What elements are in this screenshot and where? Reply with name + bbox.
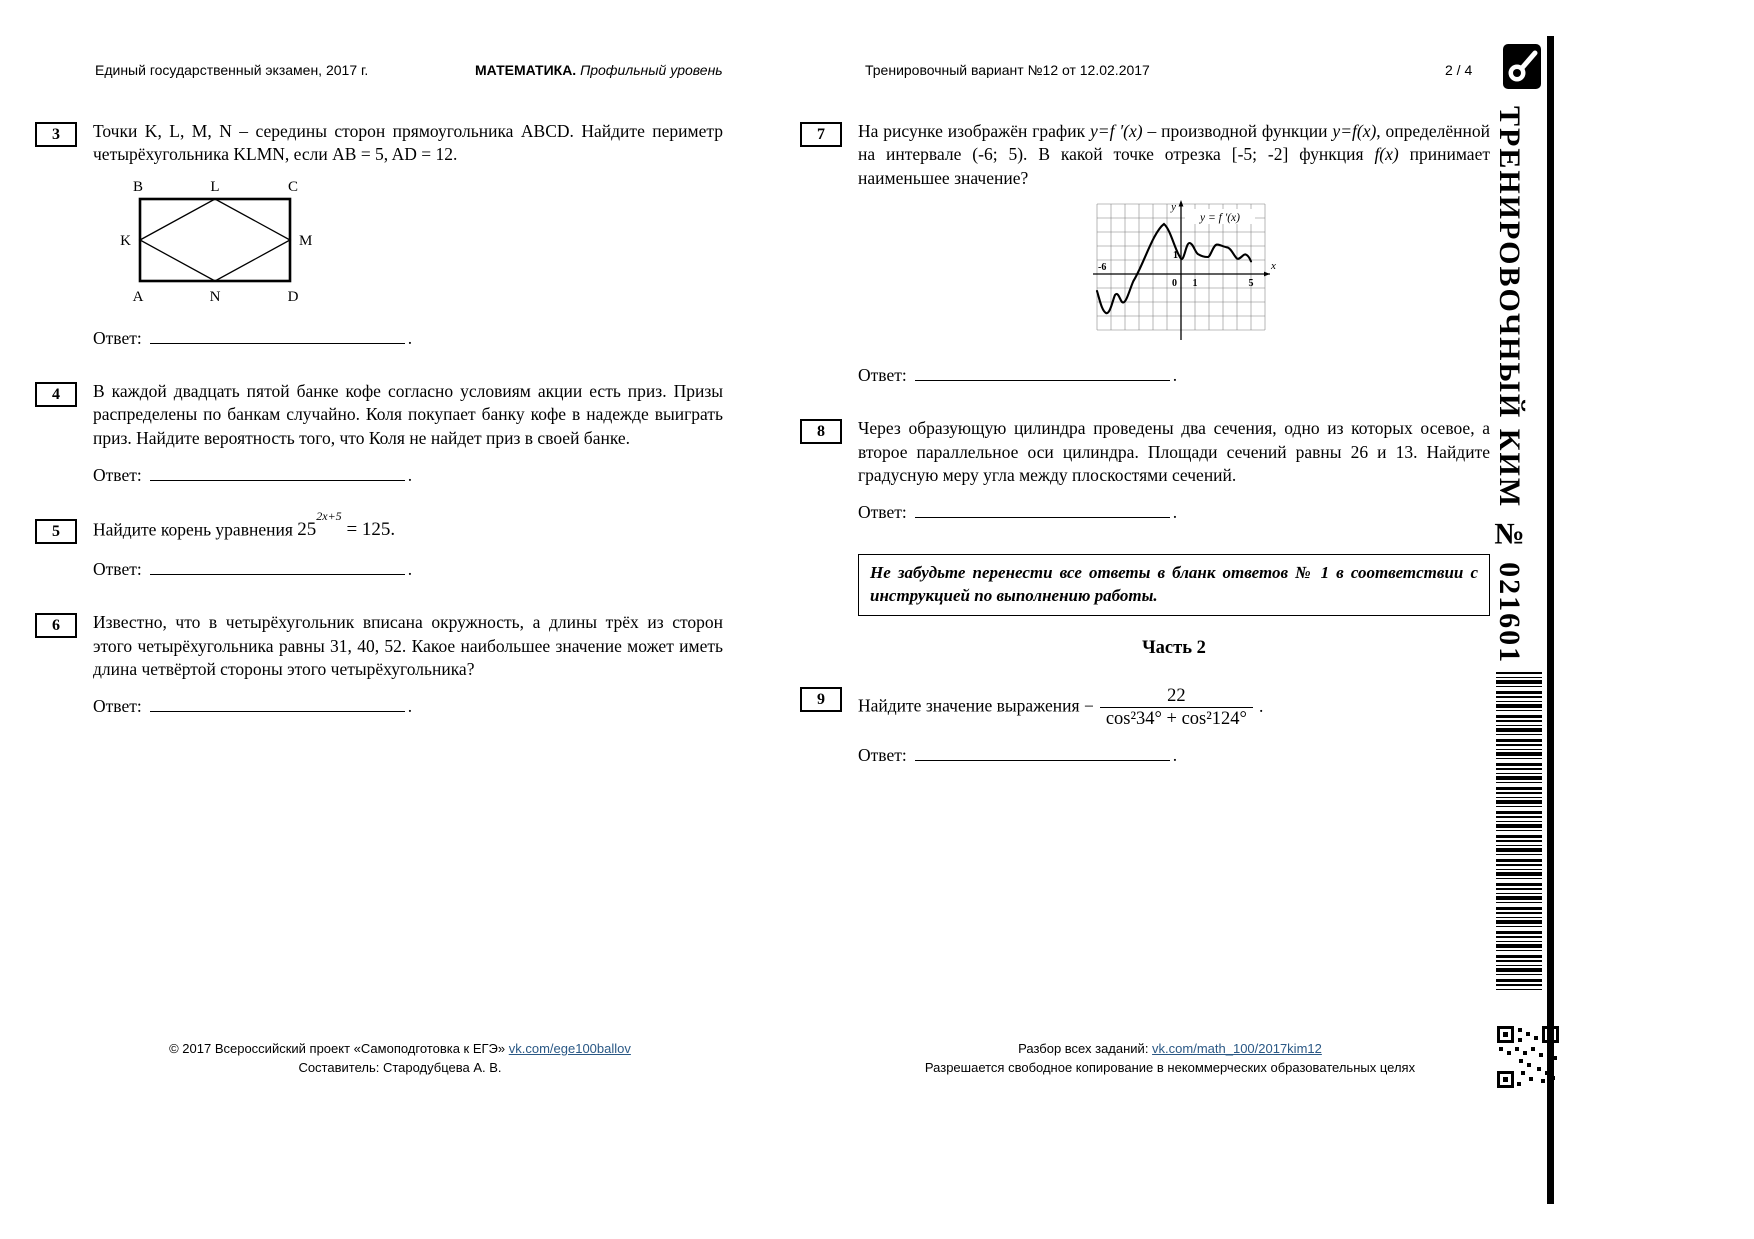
fraction-numerator: 22	[1167, 685, 1186, 706]
answer-period: .	[1172, 502, 1178, 523]
y-axis-arrow	[1179, 200, 1184, 207]
answer-blank	[150, 560, 405, 575]
header-subject	[475, 62, 723, 78]
rectangle-abcd	[140, 199, 290, 281]
barcode	[1496, 672, 1542, 990]
footer-analysis-link[interactable]: vk.com/math_100/2017kim12	[1152, 1041, 1322, 1056]
problem-5-answer	[93, 558, 723, 581]
kim-number-vertical-text: ТРЕНИРОВОЧНЫЙ КИМ № 021601	[1493, 106, 1526, 665]
answer-blank	[915, 503, 1170, 518]
problem-8-answer	[858, 501, 1490, 524]
rectangle-figure	[105, 175, 330, 307]
answer-period: .	[1172, 745, 1178, 766]
footer-left	[150, 1040, 650, 1078]
problem-4	[35, 380, 723, 450]
problem-7-text: На рисунке изображён график y=f ′(x) – производной функции y=f(x), определённой на интервале (-6; 5). В какой точке отрезка [-5; -2] функция f(x) принимает наименьшее значение?	[858, 121, 1490, 188]
problem-8-number: 8	[800, 419, 842, 444]
problem-6-number: 6	[35, 613, 77, 638]
x-axis-arrow	[1264, 271, 1270, 276]
answer-period: .	[407, 559, 413, 580]
header-subject-name: МАТЕМАТИКА.	[475, 62, 577, 78]
problem-5-text	[93, 509, 723, 543]
footer-analysis-line	[905, 1040, 1435, 1059]
equation-base: 25	[297, 519, 317, 541]
tick-5: 5	[1248, 277, 1254, 289]
answer-label: Ответ:	[93, 696, 142, 717]
problem-5-number: 5	[35, 519, 77, 544]
header-page-number: 2 / 4	[1445, 62, 1473, 78]
answer-blank	[150, 697, 405, 712]
page-edge-bar	[1547, 36, 1554, 1204]
equation-period: .	[390, 519, 396, 541]
problem-4-answer	[93, 464, 723, 487]
problem-9-intro: Найдите значение выражения	[858, 695, 1084, 716]
problem-8-text: Через образующую цилиндра проведены два сечения, одно из которых осевое, а второе параллельное оси цилиндра. Площади сечений равны 26 и 13. Найдите градусную меру угла между плоскостями сечений.	[858, 418, 1490, 485]
answer-label: Ответ:	[858, 502, 907, 523]
expression-period: .	[1258, 695, 1264, 716]
problem-8	[800, 417, 1490, 487]
answer-label: Ответ:	[858, 365, 907, 386]
tick-x1: 1	[1192, 277, 1198, 289]
answer-label: Ответ:	[858, 745, 907, 766]
answer-label: Ответ:	[93, 327, 142, 348]
label-M: M	[299, 232, 313, 249]
header-subject-level: Профильный уровень	[576, 62, 723, 78]
label-K: K	[120, 232, 131, 249]
x-axis-label: x	[1271, 259, 1276, 272]
problem-9-answer	[858, 744, 1490, 767]
answer-period: .	[407, 696, 413, 717]
answer-blank	[150, 329, 405, 344]
footer-license: Разрешается свободное копирование в некоммерческих образовательных целях	[924, 1059, 1416, 1075]
problem-7-figure	[1085, 196, 1490, 350]
problem-5	[35, 509, 723, 544]
left-column	[35, 120, 723, 748]
fraction-denominator: cos²34° + cos²124°	[1100, 707, 1253, 730]
header-exam-title: Единый государственный экзамен, 2017 г.	[95, 62, 369, 78]
problem-3-figure	[105, 175, 723, 313]
footer-analysis-label: Разбор всех заданий:	[1018, 1041, 1153, 1056]
ladle-logo-icon	[1503, 44, 1541, 89]
answer-blank	[150, 466, 405, 481]
problem-9	[800, 685, 1490, 730]
problem-4-text: В каждой двадцать пятой банке кофе согласно условиям акции есть приз. Призы распределены по банкам случайно. Коля покупает банку кофе в надежде выиграть приз. Найдите вероятность того, что Коля не найдет приз в своей банке.	[93, 381, 723, 448]
curve-label: y = f ′(x)	[1200, 211, 1240, 224]
transfer-answers-note: Не забудьте перенести все ответы в бланк ответов № 1 в соответствии с инструкцией по выполнению работы.	[858, 554, 1490, 616]
problem-4-number: 4	[35, 382, 77, 407]
problem-7-answer	[858, 364, 1490, 387]
part-2-heading: Часть 2	[1142, 638, 1206, 659]
problem-3-answer	[93, 327, 723, 350]
answer-period: .	[1172, 365, 1178, 386]
label-A: A	[132, 288, 144, 305]
tick-y1: 1	[1173, 249, 1178, 261]
footer-project-link[interactable]: vk.com/ege100ballov	[508, 1041, 631, 1056]
label-D: D	[287, 288, 299, 305]
header-variant: Тренировочный вариант №12 от 12.02.2017	[865, 62, 1150, 78]
minus-sign: −	[1083, 695, 1094, 716]
problem-5-intro: Найдите корень уравнения	[93, 519, 298, 540]
answer-label: Ответ:	[93, 464, 142, 485]
label-L: L	[210, 178, 220, 195]
project-logo	[1503, 44, 1541, 94]
label-C: C	[287, 178, 299, 195]
problem-7-number: 7	[800, 122, 842, 147]
problem-6-text: Известно, что в четырёхугольник вписана окружность, а длины трёх из сторон этого четырёхугольника равны 31, 40, 52. Какое наибольшее значение может иметь длина четвёртой стороны этого четырёхугольника?	[93, 612, 723, 679]
problem-3-text: Точки K, L, M, N – середины сторон прямоугольника ABCD. Найдите периметр четырёхугольника KLMN, если AB = 5, AD = 12.	[93, 121, 723, 165]
footer-right	[905, 1040, 1435, 1078]
footer-copyright-line	[150, 1040, 650, 1059]
footer-author: Составитель: Стародубцева А. В.	[298, 1059, 502, 1075]
problem-3-number: 3	[35, 122, 77, 147]
derivative-graph	[1085, 196, 1277, 344]
problem-7	[800, 120, 1490, 190]
tick-0: 0	[1172, 277, 1177, 289]
answer-blank	[915, 746, 1170, 761]
equation-rhs: = 125	[341, 519, 391, 541]
footer-copyright: © 2017 Всероссийский проект «Самоподготовка к ЕГЭ»	[169, 1041, 509, 1056]
derivative-curve	[1097, 224, 1251, 313]
answer-blank	[915, 366, 1170, 381]
label-B: B	[132, 178, 144, 195]
equation-exponent: 2x+5	[316, 509, 342, 524]
problem-6	[35, 611, 723, 681]
problem-9-number: 9	[800, 687, 842, 712]
problem-6-answer	[93, 695, 723, 718]
answer-period: .	[407, 327, 413, 348]
answer-period: .	[407, 464, 413, 485]
problem-9-text	[858, 685, 1490, 730]
fraction	[1100, 685, 1253, 730]
problem-3	[35, 120, 723, 167]
label-N: N	[209, 288, 221, 305]
expression-fraction	[1083, 685, 1264, 730]
right-column	[800, 120, 1490, 798]
tick-minus6: -6	[1098, 261, 1107, 273]
y-axis-label: y	[1171, 200, 1176, 213]
answer-label: Ответ:	[93, 559, 142, 580]
quadrilateral-klmn	[140, 199, 290, 281]
equation-25-pow	[297, 509, 396, 541]
